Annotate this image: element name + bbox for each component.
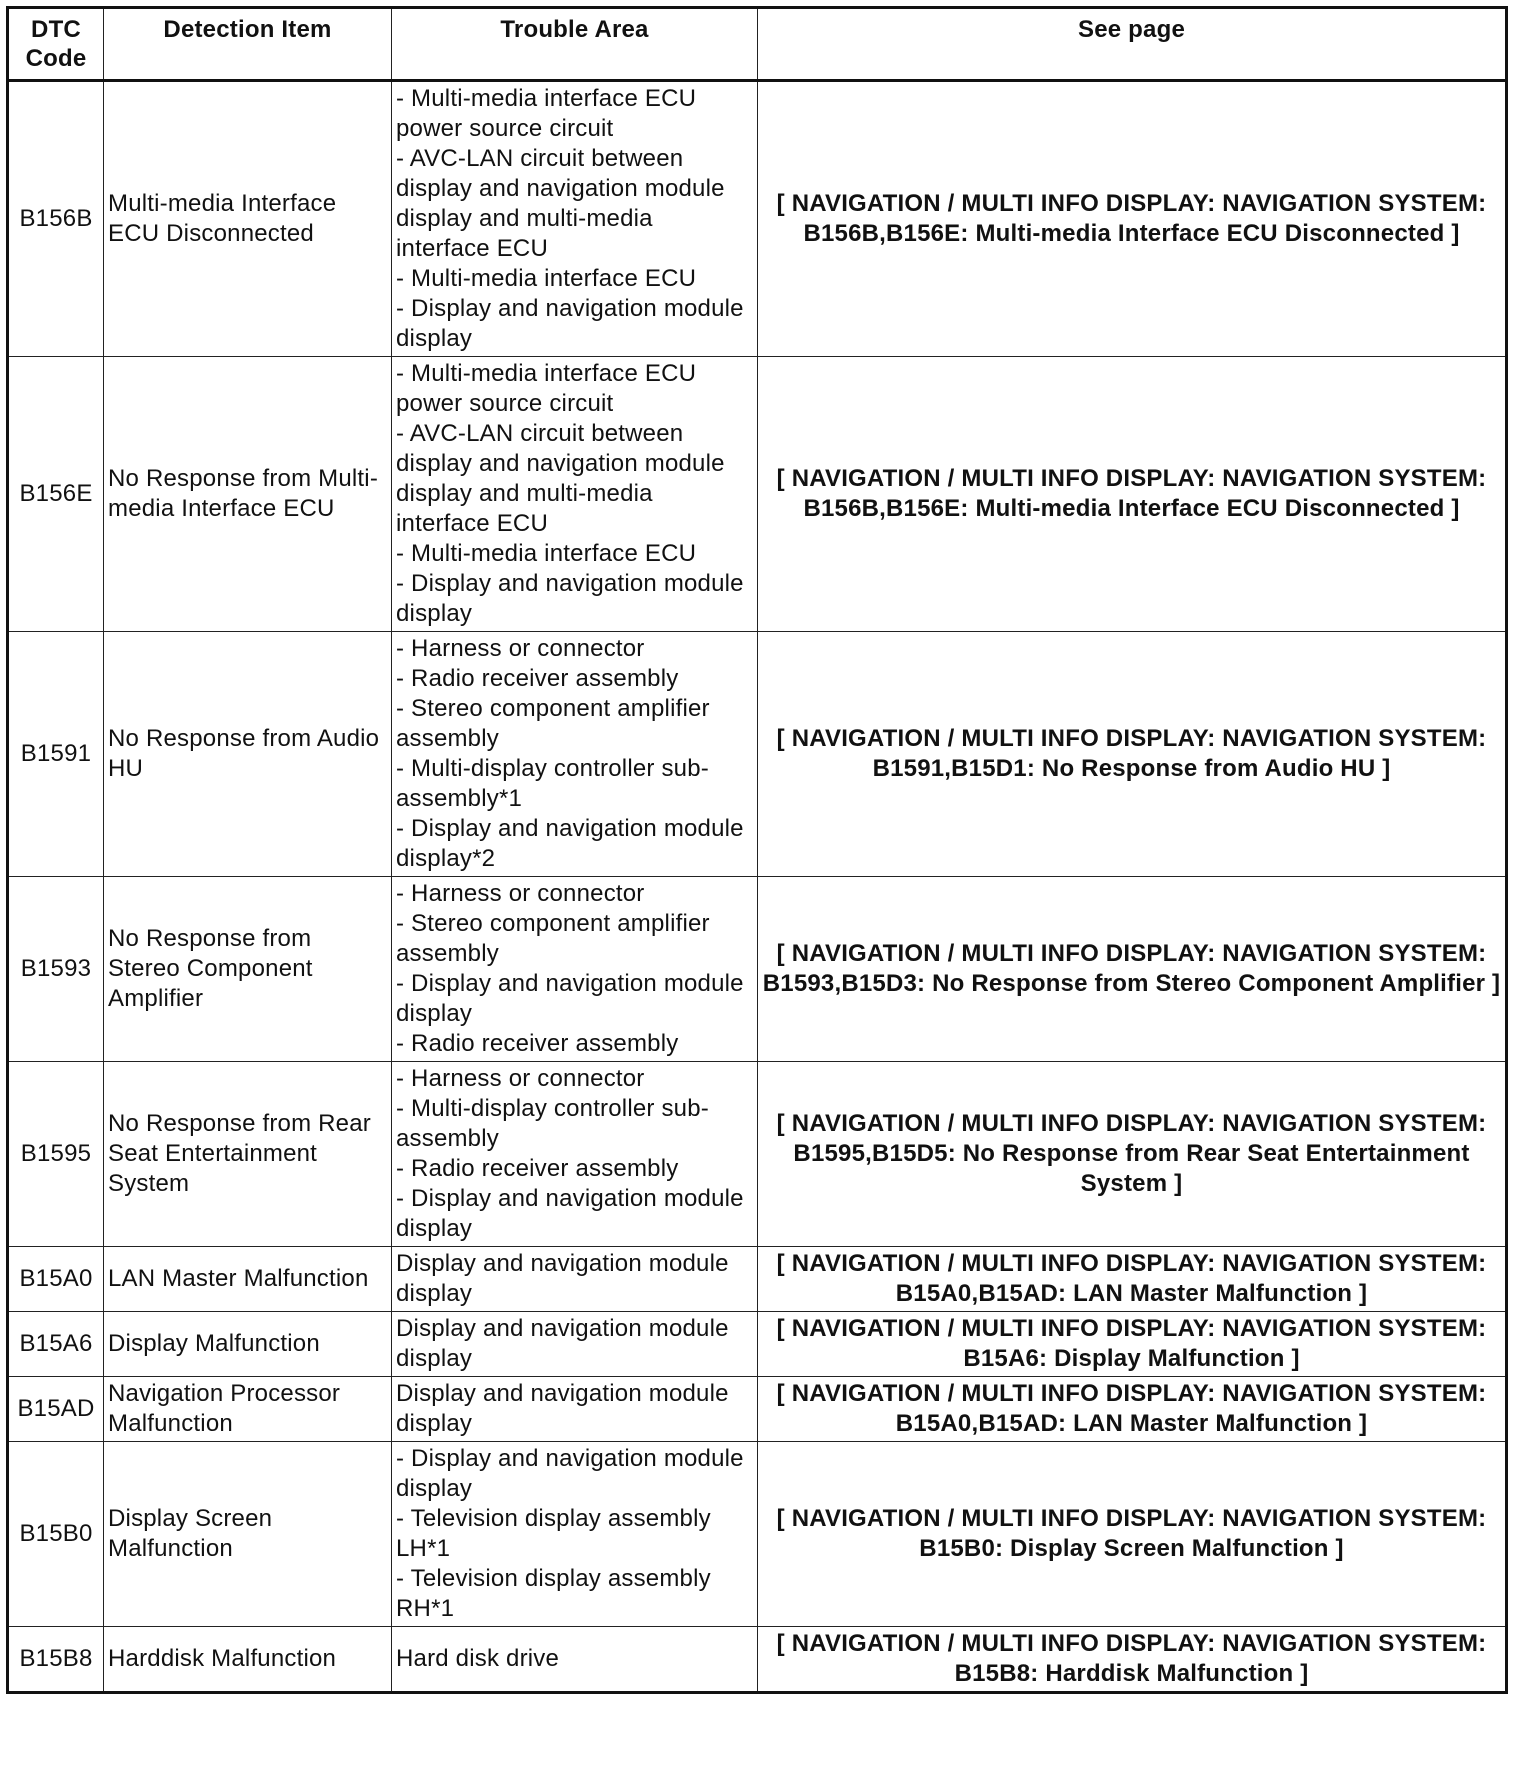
see-page-link[interactable]: [ NAVIGATION / MULTI INFO DISPLAY: NAVIGATION SYSTEM: B1591,B15D1: No Response from Audio HU ] (758, 632, 1507, 877)
see-page-link[interactable]: [ NAVIGATION / MULTI INFO DISPLAY: NAVIGATION SYSTEM: B15A0,B15AD: LAN Master Malfunction ] (758, 1377, 1507, 1442)
detection-item-cell: No Response from Stereo Component Amplifier (104, 877, 392, 1062)
trouble-area-line: - Display and navigation module display (396, 295, 744, 352)
detection-item-cell: Display Malfunction (104, 1312, 392, 1377)
trouble-area-cell (392, 1062, 758, 1247)
dtc-code-cell: B15AD (8, 1377, 104, 1442)
trouble-area-line: - Harness or connector (396, 880, 645, 907)
table-row (8, 1377, 1507, 1442)
trouble-area-line: - Harness or connector (396, 635, 645, 662)
trouble-area-line: - Harness or connector (396, 1065, 645, 1092)
dtc-code-cell: B156E (8, 357, 104, 632)
trouble-area-cell (392, 1442, 758, 1627)
trouble-area-line: - AVC-LAN circuit between display and navigation module display and multi-media interface ECU (396, 420, 725, 537)
table-row (8, 1247, 1507, 1312)
detection-item-cell: No Response from Multi-media Interface ECU (104, 357, 392, 632)
trouble-area-line: - Multi-display controller sub-assembly*1 (396, 755, 709, 812)
detection-item-cell: Navigation Processor Malfunction (104, 1377, 392, 1442)
dtc-code-cell: B15B0 (8, 1442, 104, 1627)
table-row (8, 1442, 1507, 1627)
trouble-area-line: - Display and navigation module display*2 (396, 815, 744, 872)
trouble-area-line: Display and navigation module display (396, 1315, 729, 1372)
trouble-area-line: Display and navigation module display (396, 1380, 729, 1437)
see-page-link[interactable]: [ NAVIGATION / MULTI INFO DISPLAY: NAVIGATION SYSTEM: B15B8: Harddisk Malfunction ] (758, 1627, 1507, 1693)
trouble-area-cell (392, 357, 758, 632)
trouble-area-line: - Radio receiver assembly (396, 1155, 679, 1182)
dtc-code-cell: B15A6 (8, 1312, 104, 1377)
dtc-code-cell: B1593 (8, 877, 104, 1062)
detection-item-cell: No Response from Rear Seat Entertainment System (104, 1062, 392, 1247)
see-page-link[interactable]: [ NAVIGATION / MULTI INFO DISPLAY: NAVIGATION SYSTEM: B15A0,B15AD: LAN Master Malfunction ] (758, 1247, 1507, 1312)
see-page-link[interactable]: [ NAVIGATION / MULTI INFO DISPLAY: NAVIGATION SYSTEM: B1593,B15D3: No Response from Stereo Component Amplifier ] (758, 877, 1507, 1062)
trouble-area-cell (392, 877, 758, 1062)
table-body (8, 81, 1507, 1693)
trouble-area-cell (392, 632, 758, 877)
trouble-area-line: - Multi-media interface ECU power source circuit (396, 360, 697, 417)
detection-item-cell: LAN Master Malfunction (104, 1247, 392, 1312)
table-row (8, 81, 1507, 357)
table-row (8, 877, 1507, 1062)
dtc-code-cell: B15B8 (8, 1627, 104, 1693)
trouble-area-line: Display and navigation module display (396, 1250, 729, 1307)
trouble-area-cell (392, 81, 758, 357)
trouble-area-cell (392, 1247, 758, 1312)
header-dtc-code: DTC Code (8, 8, 104, 81)
detection-item-cell: Multi-media Interface ECU Disconnected (104, 81, 392, 357)
trouble-area-line: - Multi-media interface ECU (396, 265, 697, 292)
see-page-link[interactable]: [ NAVIGATION / MULTI INFO DISPLAY: NAVIGATION SYSTEM: B15A6: Display Malfunction ] (758, 1312, 1507, 1377)
table-row (8, 1062, 1507, 1247)
trouble-area-line: - Display and navigation module display (396, 1185, 744, 1242)
header-row (8, 8, 1507, 81)
table-header (8, 8, 1507, 81)
detection-item-cell: Harddisk Malfunction (104, 1627, 392, 1693)
see-page-link[interactable]: [ NAVIGATION / MULTI INFO DISPLAY: NAVIGATION SYSTEM: B156B,B156E: Multi-media Interface ECU Disconnected ] (758, 81, 1507, 357)
trouble-area-line: - Stereo component amplifier assembly (396, 695, 710, 752)
header-trouble-area: Trouble Area (392, 8, 758, 81)
trouble-area-line: - Television display assembly RH*1 (396, 1565, 711, 1622)
header-see-page: See page (758, 8, 1507, 81)
trouble-area-cell (392, 1312, 758, 1377)
dtc-code-cell: B156B (8, 81, 104, 357)
trouble-area-line: - Radio receiver assembly (396, 1030, 679, 1057)
detection-item-cell: No Response from Audio HU (104, 632, 392, 877)
trouble-area-line: - Display and navigation module display (396, 970, 744, 1027)
trouble-area-line: - Multi-media interface ECU power source circuit (396, 85, 697, 142)
see-page-link[interactable]: [ NAVIGATION / MULTI INFO DISPLAY: NAVIGATION SYSTEM: B15B0: Display Screen Malfunction ] (758, 1442, 1507, 1627)
trouble-area-line: - AVC-LAN circuit between display and navigation module display and multi-media interface ECU (396, 145, 725, 262)
header-detection-item: Detection Item (104, 8, 392, 81)
trouble-area-cell (392, 1377, 758, 1442)
detection-item-cell: Display Screen Malfunction (104, 1442, 392, 1627)
trouble-area-line: - Display and navigation module display (396, 1445, 744, 1502)
table-row (8, 1312, 1507, 1377)
dtc-code-cell: B1595 (8, 1062, 104, 1247)
table-row (8, 1627, 1507, 1693)
see-page-link[interactable]: [ NAVIGATION / MULTI INFO DISPLAY: NAVIGATION SYSTEM: B1595,B15D5: No Response from Rear Seat Entertainment System ] (758, 1062, 1507, 1247)
dtc-code-cell: B15A0 (8, 1247, 104, 1312)
trouble-area-line: - Television display assembly LH*1 (396, 1505, 711, 1562)
dtc-table (6, 6, 1508, 1694)
trouble-area-line: - Multi-media interface ECU (396, 540, 697, 567)
trouble-area-line: - Radio receiver assembly (396, 665, 679, 692)
dtc-code-cell: B1591 (8, 632, 104, 877)
see-page-link[interactable]: [ NAVIGATION / MULTI INFO DISPLAY: NAVIGATION SYSTEM: B156B,B156E: Multi-media Interface ECU Disconnected ] (758, 357, 1507, 632)
trouble-area-line: Hard disk drive (396, 1645, 560, 1672)
table-row (8, 357, 1507, 632)
table-row (8, 632, 1507, 877)
trouble-area-line: - Multi-display controller sub-assembly (396, 1095, 709, 1152)
trouble-area-cell (392, 1627, 758, 1693)
trouble-area-line: - Display and navigation module display (396, 570, 744, 627)
trouble-area-line: - Stereo component amplifier assembly (396, 910, 710, 967)
